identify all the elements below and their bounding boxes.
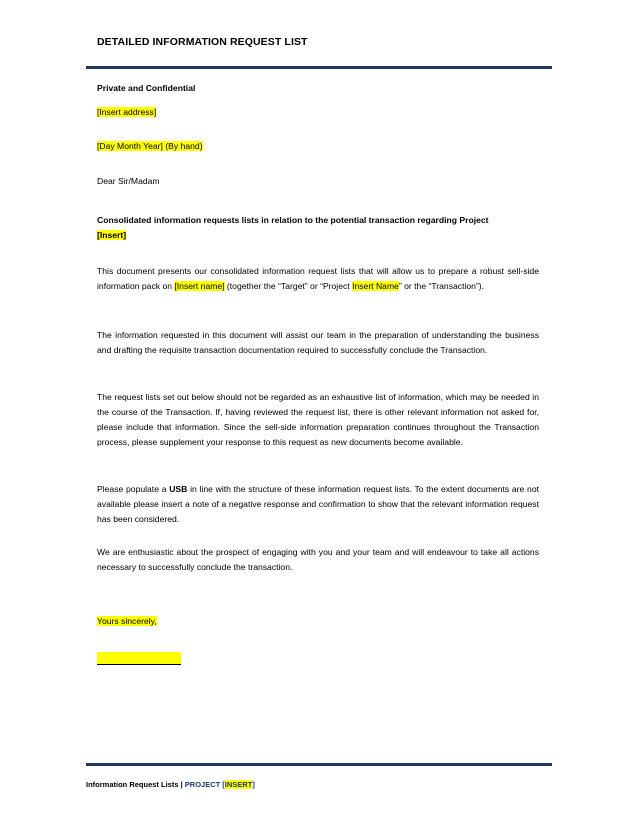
paragraph-intro [97,264,539,294]
para1-text-a: This document presents our consolidated information request lists that will allow us to prepare a robust sell-side information pack on [97,266,539,291]
subject-text: Consolidated information requests lists in relation to the potential transaction regarding Project [97,215,489,225]
address-text: [Insert address] [97,107,157,117]
para1-text-b: (together the “Target” or “Project [224,281,353,291]
address-placeholder [97,105,539,120]
para1-insert-project-name: Insert Name [352,281,399,291]
signature-line [97,652,181,665]
para4-usb: USB [169,484,188,494]
para1-text-c: ” or the “Transaction”). [398,281,485,291]
footer-label: Information Request Lists | [86,780,185,789]
paragraph-closing: We are enthusiastic about the prospect of engaging with you and your team and will endeavour to take all actions necessary to successfully conclude the transaction. [97,547,539,572]
confidential-label: Private and Confidential [97,83,196,93]
paragraph-purpose: The information requested in this document will assist our team in the preparation of understanding the business and drafting the requisite transaction documentation required to successfully conclude the Transaction. [97,330,539,355]
paragraph-usb [97,482,539,527]
footer [86,780,255,789]
subject-line [97,213,539,243]
para4-text-a: Please populate a [97,484,170,494]
subject-insert: [Insert] [97,230,127,240]
closing-text: Yours sincerely, [97,616,157,626]
header-rule [86,66,552,69]
footer-insert: INSERT [224,780,253,789]
footer-project: PROJECT [ [184,780,225,789]
closing-line [97,614,539,629]
para1-insert-name: [Insert name] [174,281,225,291]
footer-rule [86,763,552,766]
footer-close-bracket: ] [252,780,255,789]
date-text: [Day Month Year] (By hand) [97,141,203,151]
date-placeholder [97,139,539,154]
salutation: Dear Sir/Madam [97,176,160,186]
paragraph-scope: The request lists set out below should not be regarded as an exhaustive list of information, which may be needed in the course of the Transaction. If, having reviewed the request list, there is other relevant information not asked for, please include that information. Since the sell-side information preparation continues throughout the Transaction process, please supplement your response to this request as new documents become available. [97,392,539,447]
para4-text-b: in line with the structure of these information request lists. To the extent documents are not available please insert a note of a negative response and confirmation to show that the relevant information request has been considered. [97,484,539,524]
document-title: DETAILED INFORMATION REQUEST LIST [97,36,308,48]
